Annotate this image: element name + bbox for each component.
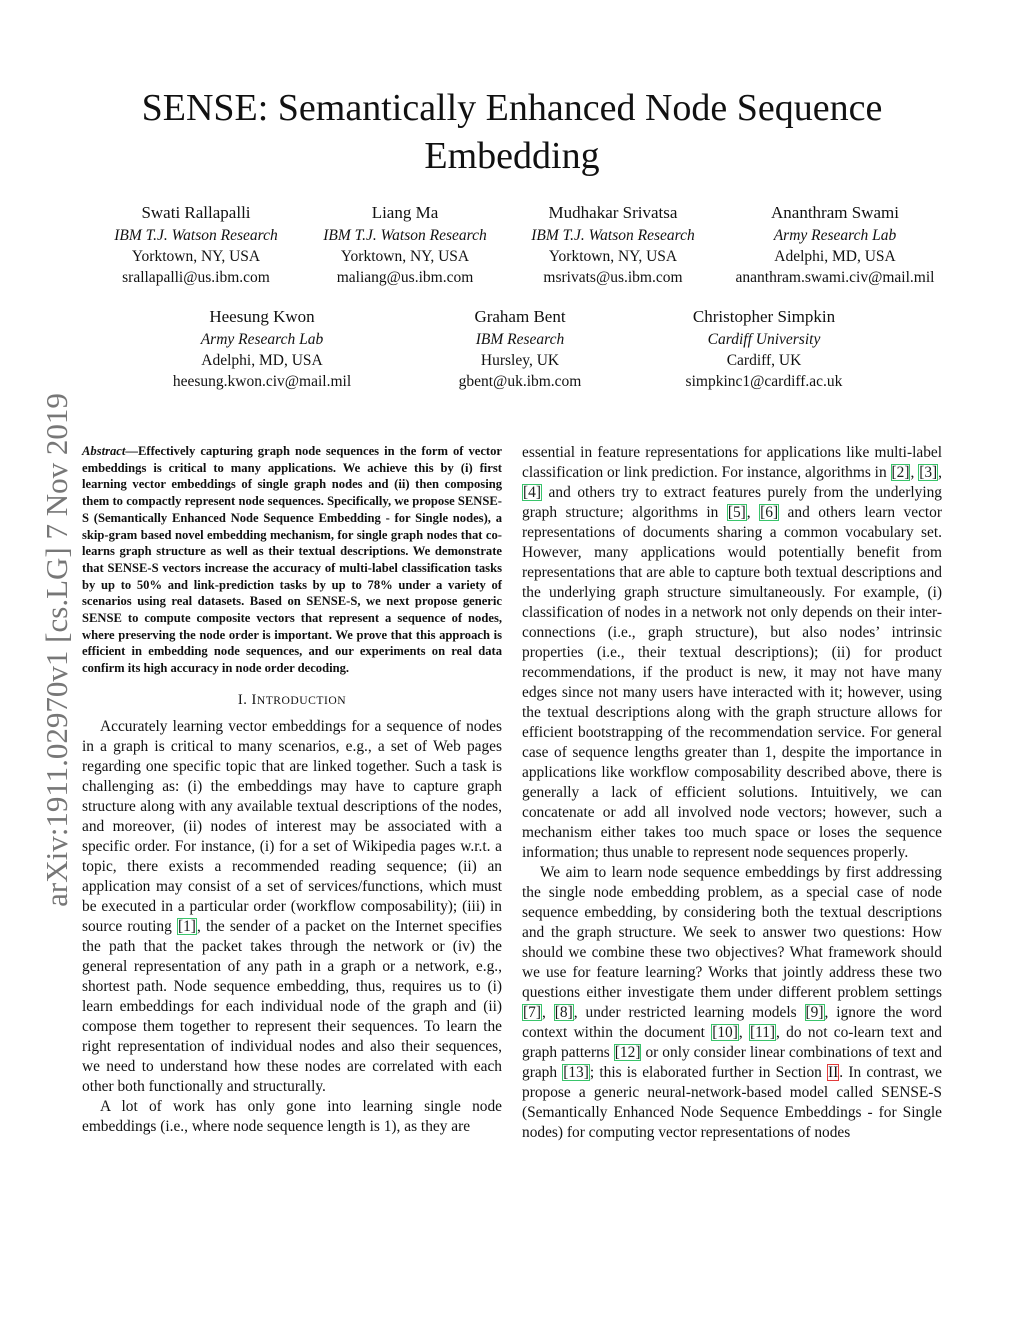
citation-link[interactable]: [9] bbox=[805, 1004, 824, 1021]
abstract-dash: — bbox=[125, 444, 138, 458]
author-name: Swati Rallapalli bbox=[141, 203, 251, 222]
intro-paragraph-2: A lot of work has only gone into learning single node embeddings (i.e., where node sequence length is 1), as they are bbox=[82, 1097, 502, 1135]
author-affiliation: IBM T.J. Watson Research bbox=[531, 227, 695, 244]
author-email[interactable]: gbent@uk.ibm.com bbox=[458, 373, 582, 390]
author-block bbox=[137, 306, 387, 392]
abstract-text: Effectively capturing graph node sequences in the form of vector embeddings is critical to many applications. We achieve this by (i) first learning vector embeddings of single graph nodes and (ii) then composing them to compactly represent node sequences. Specifically, we propose SENSE-S (Semantically Enhanced Node Sequence Embedding - for Single nodes), a skip-gram based novel embedding mechanism, for single graph nodes that co-learns graph structure as well as their textual descriptions. We demonstrate that SENSE-S vectors increase the accuracy of multi-label classification tasks by up to 50% and link-prediction tasks by up to 78% under a variety of scenarios using real datasets. Based on SENSE-S, we next propose generic SENSE to compute composite vectors that represent a sequence of nodes, where preserving the node order is important. We prove that this approach is efficient in embedding node sequences, and our experiments on real data confirm its high accuracy in node order decoding. bbox=[82, 444, 502, 676]
section-first-letter: I bbox=[251, 691, 257, 708]
text-run: , under restricted learning models bbox=[573, 1004, 805, 1021]
author-email[interactable]: heesung.kwon.civ@mail.mil bbox=[172, 373, 352, 390]
text-run: ; this is elaborated further in Section bbox=[589, 1064, 828, 1081]
author-location: Hursley, UK bbox=[480, 352, 560, 369]
citation-link[interactable]: [10] bbox=[712, 1024, 738, 1041]
left-column bbox=[82, 443, 502, 1137]
author-email[interactable]: ananthram.swami.civ@mail.mil bbox=[735, 269, 935, 286]
author-name: Heesung Kwon bbox=[209, 307, 315, 326]
author-location: Yorktown, NY, USA bbox=[548, 248, 678, 265]
text-run: or only consider linear combinations of text and graph bbox=[522, 1044, 942, 1081]
citation-link[interactable]: [2] bbox=[891, 464, 910, 481]
citation-link[interactable]: [7] bbox=[523, 1004, 541, 1021]
right-column bbox=[522, 443, 942, 1143]
paper-title: SENSE: Semantically Enhanced Node Sequence Embedding bbox=[141, 87, 883, 177]
abstract bbox=[82, 443, 502, 677]
text-run: and others try to extract features purely from the underlying graph structure; algorithms in bbox=[522, 484, 942, 521]
author-affiliation: IBM Research bbox=[475, 331, 565, 348]
author-affiliation: Army Research Lab bbox=[200, 331, 324, 348]
citation-link[interactable]: [1] bbox=[177, 917, 196, 935]
author-name: Liang Ma bbox=[371, 203, 439, 222]
author-block bbox=[395, 306, 645, 392]
author-affiliation: Cardiff University bbox=[707, 331, 821, 348]
author-name: Mudhakar Srivatsa bbox=[548, 203, 678, 222]
citation-link[interactable]: [12] bbox=[614, 1044, 641, 1061]
section-title-rest: NTRODUCTION bbox=[256, 693, 347, 707]
author-affiliation: IBM T.J. Watson Research bbox=[323, 227, 487, 244]
text-run: , bbox=[910, 464, 919, 481]
text-run: , do not co-learn text and graph patterns bbox=[522, 1024, 942, 1061]
author-email[interactable]: simpkinc1@cardiff.ac.uk bbox=[685, 373, 843, 390]
text-run: , the sender of a packet on the Internet specifies the path that the packet takes through the network or (iv) the general representation of any path in a graph or a network, e.g., shortest path. Node sequence embedding, thus, requires us to (i) learn embeddings for each individual node of the graph and (ii) compose them together to represent their sequences. To learn the right representation of individual nodes and also their sequences, we need to understand how these nodes are correlated with each other both functionally and structurally. bbox=[82, 917, 503, 1095]
citation-link[interactable]: [3] bbox=[919, 464, 938, 481]
author-email[interactable]: msrivats@us.ibm.com bbox=[543, 269, 683, 286]
intro-paragraph-4 bbox=[522, 863, 942, 1143]
citation-link[interactable]: [4] bbox=[523, 484, 541, 501]
arxiv-identifier[interactable]: arXiv:1911.02970v1 [cs.LG] 7 Nov 2019 bbox=[39, 393, 74, 907]
author-name: Graham Bent bbox=[474, 307, 566, 326]
text-run: and others learn vector representations of documents sharing a common vocabulary set. However, many applications would potentially benefit from representations that are able to capture both textual descriptions and the underlying graph structure simultaneously. For example, (i) classification of nodes in a network not only depends on their inter-connections (i.e., graph structure), but also nodes’ intrinsic properties (i.e., their textual descriptions); (ii) for product recommendations, if the product is new, it may not have many edges since not many users have interacted with it; however, using the textual descriptions along with the graph structure allows for efficient bootstrapping of the recommendation service. For general case of sequence lengths greater than 1, despite the importance in applications like workflow composability described above, there is generally a lack of efficient solutions. Intuitively, we can concatenate or add all involved node vectors; however, such a mechanism either takes too much space or loses the sequence information; thus unable to represent node sequences properly. bbox=[522, 504, 943, 861]
author-block bbox=[710, 202, 960, 288]
citation-link[interactable]: [13] bbox=[563, 1064, 589, 1081]
text-run: Accurately learning vector embeddings for a sequence of nodes in a graph is critical to many scenarios, e.g., a set of Web pages regarding one specific topic that are linked together. Such a task is challenging as: (i) the embeddings may have to capture graph structure along with any available textual descriptions of the nodes, and moreover, (ii) nodes of interest may be associated with a specific order. For instance, (i) for a set of Wikipedia pages w.r.t. a topic, there exists a recommended reading sequence; (ii) an application may consist of a set of services/functions, which must be executed in a particular order (workflow composability); (iii) in source routing bbox=[82, 717, 502, 935]
section-heading-introduction bbox=[82, 690, 502, 711]
text-run: We aim to learn node sequence embeddings by first addressing the single node embedding problem, as a special case of node sequence embedding, by considering both the textual descriptions and the graph structure. We seek to answer two questions: How should we combine these two objectives? What framework should we use for feature learning? Works that jointly address these two questions either investigate them under different problem settings bbox=[522, 864, 942, 1001]
citation-link[interactable]: [8] bbox=[554, 1004, 573, 1021]
author-affiliation: IBM T.J. Watson Research bbox=[114, 227, 278, 244]
author-location: Yorktown, NY, USA bbox=[340, 248, 470, 265]
author-location: Cardiff, UK bbox=[726, 352, 802, 369]
author-email[interactable]: maliang@us.ibm.com bbox=[336, 269, 474, 286]
intro-paragraph-1 bbox=[82, 717, 502, 1097]
intro-paragraph-3 bbox=[522, 443, 942, 863]
text-run: essential in feature representations for applications like multi-label classification or link prediction. For instance, algorithms in bbox=[522, 444, 942, 481]
text-run: , ignore the word context within the document bbox=[522, 1004, 942, 1041]
author-block bbox=[639, 306, 889, 392]
section-reference-link[interactable]: II bbox=[828, 1064, 839, 1081]
author-name: Ananthram Swami bbox=[771, 203, 899, 222]
author-location: Yorktown, NY, USA bbox=[131, 248, 261, 265]
text-run: , bbox=[738, 1024, 749, 1041]
text-run: . In contrast, we propose a generic neural-network-based model called SENSE-S (Semantically Enhanced Node Sequence Embeddings - for Single nodes) for computing vector representations of nodes bbox=[522, 1064, 943, 1141]
author-email[interactable]: srallapalli@us.ibm.com bbox=[122, 269, 270, 286]
abstract-label: Abstract bbox=[82, 444, 126, 458]
author-location: Adelphi, MD, USA bbox=[201, 352, 323, 369]
author-location: Adelphi, MD, USA bbox=[774, 248, 896, 265]
text-run: , bbox=[746, 504, 760, 521]
section-number: I. bbox=[237, 691, 248, 708]
text-run: , bbox=[938, 464, 942, 481]
citation-link[interactable]: [5] bbox=[727, 504, 746, 521]
author-affiliation: Army Research Lab bbox=[773, 227, 897, 244]
citation-link[interactable]: [6] bbox=[760, 504, 779, 521]
citation-link[interactable]: [11] bbox=[749, 1024, 776, 1041]
text-run: , bbox=[541, 1004, 554, 1021]
author-block bbox=[488, 202, 738, 288]
author-name: Christopher Simpkin bbox=[692, 307, 836, 326]
